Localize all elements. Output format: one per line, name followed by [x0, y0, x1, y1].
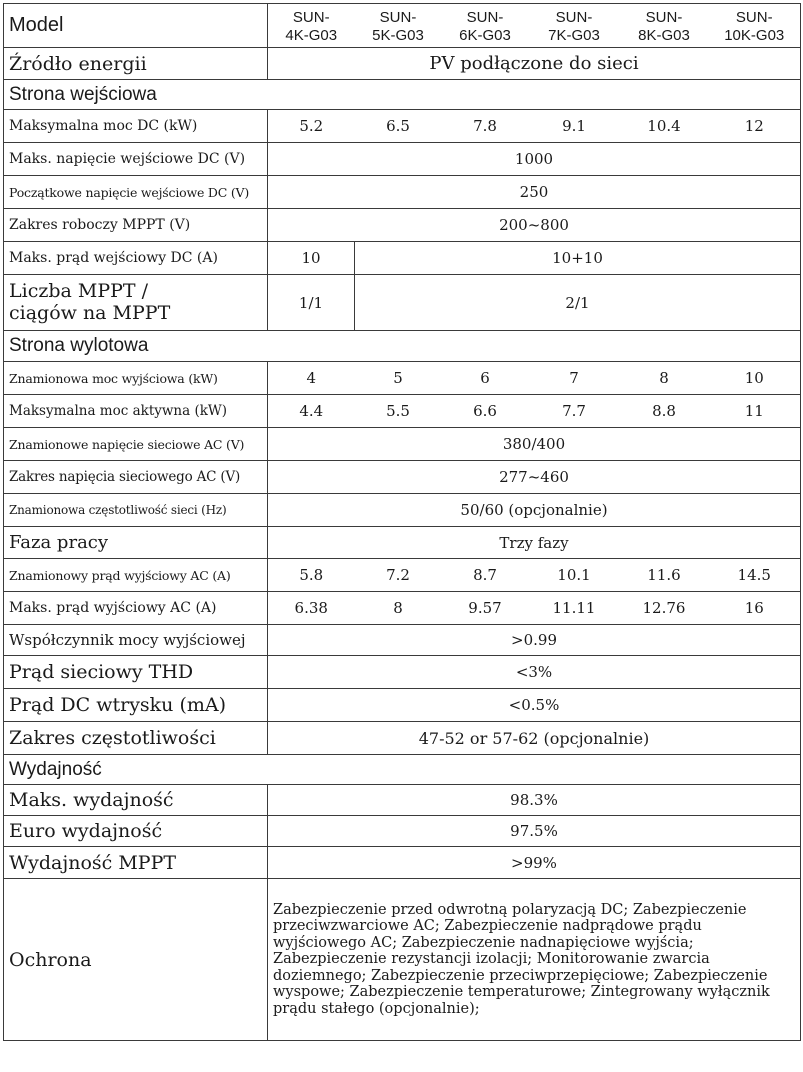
section-row: [4, 331, 801, 362]
cell-value: 12.76: [620, 592, 709, 625]
cell-value: 11.11: [529, 592, 620, 625]
model-header: SUN- 7K-G03: [529, 4, 620, 48]
cell-value: 6.38: [268, 592, 355, 625]
row-value: 250: [268, 176, 801, 209]
section-row: [4, 755, 801, 785]
row-value: <3%: [268, 656, 801, 689]
row-label: Maks. wydajność: [4, 785, 268, 816]
cell-value: 5.5: [355, 395, 442, 428]
cell-value: 10: [709, 362, 801, 395]
cell-value: 11.6: [620, 559, 709, 592]
table-row: [4, 461, 801, 494]
row-value: >0.99: [268, 625, 801, 656]
table-row: [4, 785, 801, 816]
table-row: [4, 527, 801, 559]
row-label: Początkowe napięcie wejściowe DC (V): [4, 176, 268, 209]
cell-value: 5.8: [268, 559, 355, 592]
cell-value: 11: [709, 395, 801, 428]
row-value: Trzy fazy: [268, 527, 801, 559]
cell-value: 9.57: [442, 592, 529, 625]
table-row: [4, 559, 801, 592]
cell-value: 9.1: [529, 110, 620, 143]
table-row: [4, 847, 801, 879]
table-row: [4, 362, 801, 395]
row-value: 380/400: [268, 428, 801, 461]
cell-value: 4.4: [268, 395, 355, 428]
row-label: Współczynnik mocy wyjściowej: [4, 625, 268, 656]
row-label: Maksymalna moc DC (kW): [4, 110, 268, 143]
row-label: Zakres napięcia sieciowego AC (V): [4, 461, 268, 494]
table-row: [4, 625, 801, 656]
cell-value: 5: [355, 362, 442, 395]
model-header: SUN- 4K-G03: [268, 4, 355, 48]
table-row: [4, 395, 801, 428]
row-value: >99%: [268, 847, 801, 879]
cell-value: 8: [620, 362, 709, 395]
cell-value: 7.2: [355, 559, 442, 592]
row-value: 200~800: [268, 209, 801, 242]
row-label: Znamionowy prąd wyjściowy AC (A): [4, 559, 268, 592]
cell-value: 10.4: [620, 110, 709, 143]
table-row: [4, 656, 801, 689]
cell-value: 14.5: [709, 559, 801, 592]
row-label: Maks. napięcie wejściowe DC (V): [4, 143, 268, 176]
model-header: SUN- 6K-G03: [442, 4, 529, 48]
row-value: 2/1: [355, 275, 801, 331]
table-row: [4, 48, 801, 80]
section-title: Strona wejściowa: [4, 80, 801, 110]
table-row: [4, 176, 801, 209]
row-value: <0.5%: [268, 689, 801, 722]
row-label: Prąd sieciowy THD: [4, 656, 268, 689]
cell-value: 10: [268, 242, 355, 275]
row-value: 98.3%: [268, 785, 801, 816]
table-row: [4, 428, 801, 461]
row-label: Liczba MPPT / ciągów na MPPT: [4, 275, 268, 331]
cell-value: 4: [268, 362, 355, 395]
section-title: Strona wylotowa: [4, 331, 801, 362]
row-label: Ochrona: [4, 879, 268, 1041]
cell-value: 5.2: [268, 110, 355, 143]
row-label: Zakres roboczy MPPT (V): [4, 209, 268, 242]
model-label: Model: [4, 4, 268, 48]
cell-value: 8: [355, 592, 442, 625]
row-value: 10+10: [355, 242, 801, 275]
cell-value: 8.7: [442, 559, 529, 592]
row-label: Maks. prąd wyjściowy AC (A): [4, 592, 268, 625]
row-value: 50/60 (opcjonalnie): [268, 494, 801, 527]
row-label: Zakres częstotliwości: [4, 722, 268, 755]
table-row: [4, 879, 801, 1041]
spec-table: [3, 3, 801, 1041]
section-title: Wydajność: [4, 755, 801, 785]
row-label: Źródło energii: [4, 48, 268, 80]
table-row: [4, 242, 801, 275]
model-header: SUN- 5K-G03: [355, 4, 442, 48]
table-row: [4, 209, 801, 242]
table-row: [4, 722, 801, 755]
cell-value: 6.5: [355, 110, 442, 143]
row-label: Euro wydajność: [4, 816, 268, 847]
row-label: Maksymalna moc aktywna (kW): [4, 395, 268, 428]
row-value: 1000: [268, 143, 801, 176]
row-label: Znamionowa częstotliwość sieci (Hz): [4, 494, 268, 527]
table-row: [4, 689, 801, 722]
row-value: 277~460: [268, 461, 801, 494]
row-label: Faza pracy: [4, 527, 268, 559]
cell-value: 1/1: [268, 275, 355, 331]
cell-value: 8.8: [620, 395, 709, 428]
row-value: 47-52 or 57-62 (opcjonalnie): [268, 722, 801, 755]
table-row: [4, 592, 801, 625]
cell-value: 7: [529, 362, 620, 395]
protection-text: Zabezpieczenie przed odwrotną polaryzacją DC; Zabezpieczenie przeciwzwarciowe AC; Zabezpieczenie nadprądowe prądu wyjściowego AC; Zabezpieczenie nadnapięciowe wyjścia; Zabezpieczenie rezystancji izolacji; Monitorowanie zwarcia doziemnego; Zabezpieczenie przeciwprzepięciowe; Zabezpieczenie wyspowe; Zabezpieczenie temperaturowe; Zintegrowany wyłącznik prądu stałego (opcjonalnie);: [268, 879, 801, 1041]
model-header: SUN- 8K-G03: [620, 4, 709, 48]
row-label: Maks. prąd wejściowy DC (A): [4, 242, 268, 275]
table-row: [4, 816, 801, 847]
cell-value: 6.6: [442, 395, 529, 428]
table-row: [4, 275, 801, 331]
row-label: Znamionowe napięcie sieciowe AC (V): [4, 428, 268, 461]
cell-value: 6: [442, 362, 529, 395]
row-label: Wydajność MPPT: [4, 847, 268, 879]
model-header: SUN- 10K-G03: [709, 4, 801, 48]
row-value: 97.5%: [268, 816, 801, 847]
cell-value: 12: [709, 110, 801, 143]
table-row: [4, 143, 801, 176]
table-row: [4, 110, 801, 143]
section-row: [4, 80, 801, 110]
cell-value: 16: [709, 592, 801, 625]
row-label: Znamionowa moc wyjściowa (kW): [4, 362, 268, 395]
table-row: [4, 494, 801, 527]
cell-value: 7.8: [442, 110, 529, 143]
cell-value: 7.7: [529, 395, 620, 428]
header-row: [4, 4, 801, 48]
cell-value: 10.1: [529, 559, 620, 592]
row-label: Prąd DC wtrysku (mA): [4, 689, 268, 722]
row-value: PV podłączone do sieci: [268, 48, 801, 80]
